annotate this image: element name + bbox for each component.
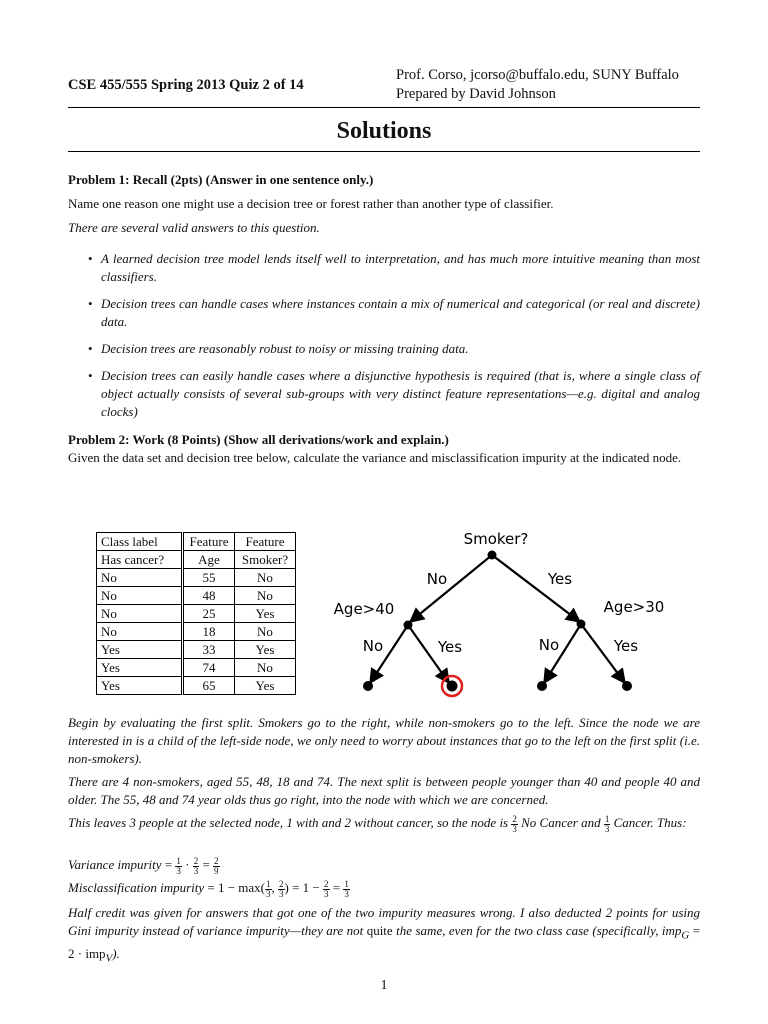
frac-num: 2	[512, 813, 517, 824]
table-header-row	[97, 551, 296, 569]
frac-den: 3	[176, 865, 181, 876]
table-cell: 25	[183, 605, 235, 623]
edge-label-left-no: No	[362, 637, 384, 655]
expr-text: =	[332, 880, 341, 895]
list-item	[68, 367, 700, 421]
data-table	[96, 532, 296, 695]
frac-den: 3	[324, 888, 329, 899]
bullet-icon: •	[88, 251, 93, 266]
problem1-question: Name one reason one might use a decision tree or forest rather than another type of classifier.	[68, 196, 554, 211]
page-number: 1	[380, 978, 388, 993]
list-item	[68, 250, 700, 286]
table-header-cell: Feature	[235, 533, 296, 551]
frac-den: 3	[279, 888, 284, 899]
table-row	[97, 677, 296, 695]
table-cell: 65	[183, 677, 235, 695]
formula-eq: = 2 · imp	[68, 923, 701, 961]
answer-text: A learned decision tree model lends itself well to interpretation, and has much more intuitive meaning than most classifiers.	[101, 251, 700, 284]
table-header-cell: Age	[183, 551, 235, 569]
fraction	[193, 857, 200, 876]
table-cell: 48	[183, 587, 235, 605]
header-rule	[68, 107, 700, 108]
table-cell: No	[235, 569, 296, 587]
leaf-node	[363, 681, 373, 691]
problem2-heading: Problem 2: Work (8 Points) (Show all derivations/work and explain.)	[68, 432, 449, 447]
fraction-one-third	[604, 815, 611, 834]
page-title: Solutions	[336, 118, 432, 144]
problem1-intro: There are several valid answers to this question.	[68, 220, 320, 235]
left-node-label: Age>40	[333, 600, 395, 618]
sol-text-c: Cancer. Thus:	[613, 815, 687, 830]
list-item	[68, 295, 700, 331]
table-cell: Yes	[235, 641, 296, 659]
fraction	[343, 880, 350, 899]
frac-num: 1	[604, 813, 610, 824]
problem2-question: Given the data set and decision tree below, calculate the variance and misclassification impurity at the indicated node.	[68, 450, 682, 465]
edge-label-yes: Yes	[547, 570, 573, 588]
edge-root-left	[410, 555, 492, 622]
frac-num: 2	[214, 855, 219, 866]
fraction	[175, 857, 182, 876]
answer-text: Decision trees can handle cases where instances contain a mix of numerical and categorical (or real and discrete) data.	[101, 296, 700, 329]
table-cell: Yes	[235, 677, 296, 695]
table-cell: 55	[183, 569, 235, 587]
variance-line	[68, 856, 700, 876]
table-header-cell: Class label	[97, 533, 183, 551]
table-cell: No	[235, 623, 296, 641]
instructor-line: Prof. Corso, jcorso@buffalo.edu, SUNY Buffalo	[396, 67, 679, 83]
edge-root-right	[492, 555, 580, 622]
misclassification-line	[68, 879, 700, 899]
answer-text: Decision trees can easily handle cases where a disjunctive hypothesis is required (that is, where a single class of object actually consists of several sub-groups with very distinct feature representations—e.g. digital and analog clocks)	[101, 368, 700, 419]
variance-label: Variance impurity	[68, 857, 162, 872]
bullet-icon: •	[88, 341, 93, 356]
note-emphasis: quite	[366, 923, 393, 938]
solution-paragraph-1: Begin by evaluating the first split. Smokers go to the right, while non-smokers go to the left. Since the node we are interested in is a child of the left-side node, we only need to worry about instances that go to the left on the first split (i.e. non-smokers).	[68, 715, 700, 766]
expr-text: = 1 − max(	[207, 880, 266, 895]
table-cell: No	[97, 587, 183, 605]
table-cell: Yes	[97, 659, 183, 677]
frac-num: 1	[266, 878, 271, 889]
bullet-icon: •	[88, 368, 93, 383]
table-row	[97, 605, 296, 623]
sol-text-a: This leaves 3 people at the selected node, 1 with and 2 without cancer, so the node is	[68, 815, 509, 830]
table-cell: 74	[183, 659, 235, 677]
table-cell: 18	[183, 623, 235, 641]
table-cell: Yes	[235, 605, 296, 623]
decision-tree-diagram	[318, 520, 678, 705]
table-row	[97, 587, 296, 605]
edge-label-right-yes: Yes	[613, 637, 639, 655]
table-cell: 33	[183, 641, 235, 659]
bullet-icon: •	[88, 296, 93, 311]
table-cell: Yes	[97, 641, 183, 659]
frac-num: 2	[324, 878, 329, 889]
table-row	[97, 641, 296, 659]
answer-text: Decision trees are reasonably robust to noisy or missing training data.	[101, 341, 469, 356]
frac-den: 9	[214, 865, 219, 876]
course-title: CSE 455/555 Spring 2013 Quiz 2 of 14	[68, 77, 304, 93]
note-end: ).	[112, 945, 120, 961]
sol-text-b: No Cancer and	[521, 815, 601, 830]
frac-num: 2	[279, 878, 284, 889]
expr-text: =	[202, 857, 210, 872]
leaf-node	[537, 681, 547, 691]
right-node-label: Age>30	[603, 598, 665, 616]
table-cell: No	[97, 623, 183, 641]
table-cell: No	[235, 587, 296, 605]
expr-text: =	[164, 857, 176, 872]
list-item	[68, 340, 700, 358]
expr-text: ·	[185, 857, 190, 872]
table-cell: Yes	[97, 677, 183, 695]
prepared-by-line: Prepared by David Johnson	[396, 86, 556, 102]
table-row	[97, 569, 296, 587]
misclass-label: Misclassification impurity	[68, 880, 205, 895]
frac-den: 3	[193, 865, 199, 876]
edge-label-left-yes: Yes	[437, 638, 463, 656]
note-text: Half credit was given for answers that got one of the two impurity measures wrong. I also deducted 2 points for using Gini impurity instead of variance impurity—they are not	[68, 905, 700, 938]
fraction	[213, 857, 220, 876]
table-header-cell: Feature	[183, 533, 235, 551]
frac-den: 3	[344, 888, 349, 899]
solution-paragraph-3	[68, 814, 700, 834]
table-cell: No	[97, 605, 183, 623]
expr-text: ,	[271, 880, 275, 895]
frac-den: 3	[512, 823, 517, 834]
leaf-node-selected	[447, 681, 458, 692]
table-cell: No	[235, 659, 296, 677]
frac-num: 2	[193, 855, 199, 866]
solution-paragraph-2: There are 4 non-smokers, aged 55, 48, 18 and 74. The next split is between people younger than 40 and people 40 and older. The 55, 48 and 74 year olds thus go right, into the node with which we are concerned.	[68, 774, 700, 807]
formula-sub: V	[105, 952, 113, 965]
formula-imp: imp	[661, 923, 682, 938]
instructor-info	[396, 66, 679, 104]
root-label: Smoker?	[463, 530, 529, 548]
grading-note	[68, 904, 700, 967]
problem1-heading: Problem 1: Recall (2pts) (Answer in one sentence only.)	[68, 172, 374, 187]
table-cell: No	[97, 569, 183, 587]
frac-den: 3	[266, 888, 271, 899]
edge-label-no: No	[426, 570, 448, 588]
frac-num: 1	[176, 855, 181, 866]
edge-label-right-no: No	[538, 636, 560, 654]
fraction	[323, 880, 330, 899]
table-row	[97, 623, 296, 641]
title-rule	[68, 151, 700, 152]
fraction-two-thirds	[511, 815, 518, 834]
formula-sub: G	[681, 929, 690, 942]
answer-list	[68, 250, 700, 430]
table-header-cell: Has cancer?	[97, 551, 183, 569]
table-row	[97, 659, 296, 677]
frac-den: 3	[604, 823, 610, 834]
leaf-node	[622, 681, 632, 691]
frac-num: 1	[344, 878, 349, 889]
note-text: the same, even for the two class case (specifically,	[396, 923, 659, 938]
table-header-cell: Smoker?	[235, 551, 296, 569]
expr-text: ) = 1 −	[284, 880, 320, 895]
table-header-row	[97, 533, 296, 551]
